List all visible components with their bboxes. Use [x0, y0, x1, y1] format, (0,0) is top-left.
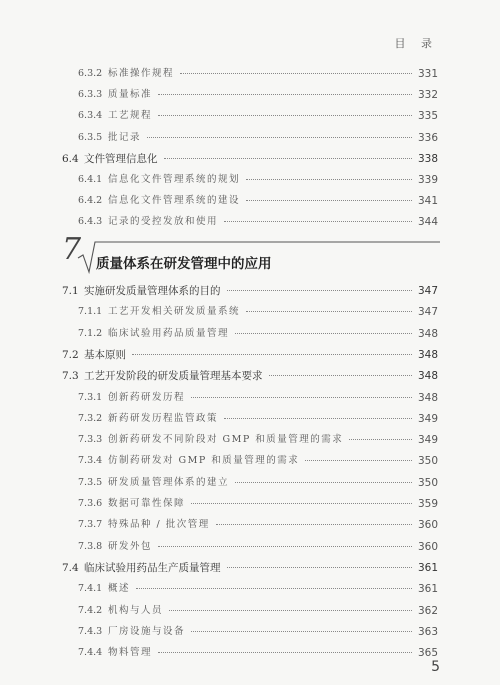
toc-entry: [0, 453, 500, 469]
toc-entry-page: 338: [417, 152, 438, 165]
toc-entry-page: 360: [417, 519, 438, 532]
toc-entry: [0, 432, 500, 448]
toc-entry-number: 7.4.1: [78, 583, 103, 595]
toc-entry-title: 基本原则: [84, 348, 126, 361]
toc-entry-title: 物料管理: [108, 647, 153, 659]
toc-entry-title: 研发外包: [108, 540, 153, 552]
toc-entry-page: 361: [417, 561, 438, 574]
toc-entry-number: 7.2: [62, 348, 79, 361]
toc-entry-title: 创新药研发不同阶段对 GMP 和质量管理的需求: [108, 434, 344, 446]
leader-dots: [235, 333, 412, 334]
toc-entry: [0, 66, 500, 82]
toc-entry-number: 7.4.2: [78, 604, 103, 616]
leader-dots: [158, 94, 412, 95]
toc-entry-title: 信息化文件管理系统的建设: [108, 195, 241, 207]
leader-dots: [158, 652, 412, 653]
toc-entry-number: 6.3.3: [78, 89, 103, 101]
toc-entry-title: 新药研发历程监管政策: [108, 412, 219, 424]
leader-dots: [246, 311, 412, 312]
running-header: 目 录: [394, 37, 438, 50]
toc-entry-page: 332: [417, 89, 438, 102]
toc-entry-number: 7.3.5: [78, 476, 103, 488]
toc-entry-title: 研发质量管理体系的建立: [108, 476, 230, 488]
leader-dots: [158, 546, 412, 547]
leader-dots: [158, 115, 412, 116]
toc-entry-number: 6.4.1: [78, 174, 103, 185]
toc-entry-number: 7.3.3: [78, 434, 103, 446]
toc-entry-page: 348: [417, 370, 438, 383]
toc-entry-title: 数据可靠性保障: [108, 498, 186, 509]
toc-entry: [0, 151, 500, 167]
toc-entry: [0, 172, 500, 188]
toc-entry-number: 7.3.6: [78, 498, 103, 509]
toc-entry-number: 7.4.3: [78, 625, 103, 637]
toc-entry-title: 创新药研发历程: [108, 391, 186, 403]
leader-dots: [147, 137, 412, 138]
toc-entry-title: 信息化文件管理系统的规划: [108, 174, 241, 185]
toc-entry-title: 厂房设施与设备: [108, 625, 186, 637]
toc-entry-number: 6.3.4: [78, 110, 103, 122]
chapter-number: 7: [62, 232, 82, 267]
toc-entry: [0, 214, 500, 230]
toc-entry-page: 350: [417, 455, 438, 468]
toc-entry-title: 标准操作规程: [108, 68, 175, 79]
toc-entry-page: 349: [417, 412, 438, 425]
toc-entry-number: 7.3.4: [78, 455, 103, 467]
leader-dots: [180, 73, 412, 74]
toc-entry-number: 7.3.2: [78, 412, 103, 424]
toc-entry: [0, 108, 500, 124]
toc-entry-number: 7.4: [62, 561, 79, 574]
chapter-title: 质量体系在研发管理中的应用: [96, 256, 272, 272]
toc-entry-page: 331: [417, 68, 438, 80]
toc-entry-number: 7.3.1: [78, 391, 103, 403]
toc-entry-number: 7.4.4: [78, 647, 103, 659]
toc-entry-number: 6.4.2: [78, 195, 103, 207]
toc-entry: [0, 304, 500, 320]
toc-entry-title: 实施研发质量管理体系的目的: [84, 285, 221, 297]
leader-dots: [169, 610, 412, 611]
toc-entry-page: 348: [417, 348, 438, 361]
toc-entry-number: 7.1: [62, 285, 79, 297]
leader-dots: [269, 375, 412, 376]
toc-entry: [0, 87, 500, 103]
toc-entry: [0, 496, 500, 512]
leader-dots: [235, 482, 412, 483]
toc-entry-title: 概述: [108, 583, 131, 595]
leader-dots: [227, 567, 412, 568]
toc-entry: [0, 539, 500, 555]
toc-entry-number: 7.3.7: [78, 519, 103, 531]
leader-dots: [246, 179, 412, 180]
toc-entry-title: 记录的受控发放和使用: [108, 216, 219, 228]
toc-entry: [0, 603, 500, 619]
toc-entry-title: 机构与人员: [108, 604, 164, 616]
toc-entry: [0, 283, 500, 299]
toc-entry-number: 7.3.8: [78, 540, 103, 552]
leader-dots: [246, 200, 412, 201]
toc-entry-number: 7.1.1: [78, 306, 103, 318]
toc-entry-page: 347: [417, 285, 438, 297]
toc-entry-page: 341: [417, 195, 438, 208]
toc-entry-page: 363: [417, 625, 438, 638]
toc-entry: [0, 347, 500, 363]
toc-entry-title: 文件管理信息化: [84, 152, 158, 165]
toc-entry: [0, 411, 500, 427]
toc-entry-page: 344: [417, 216, 438, 229]
toc-entry-title: 仿制药研发对 GMP 和质量管理的需求: [108, 455, 300, 467]
toc-entry-page: 339: [417, 174, 438, 186]
toc-entry: [0, 624, 500, 640]
toc-entry: [0, 390, 500, 406]
toc-entry-page: 348: [417, 391, 438, 404]
toc-entry-number: 6.4.3: [78, 216, 103, 228]
toc-entry-number: 7.3: [62, 370, 79, 383]
toc-entry: [0, 326, 500, 342]
leader-dots: [227, 290, 412, 291]
toc-entry: [0, 560, 500, 576]
toc-entry-page: 349: [417, 434, 438, 447]
toc-entry-number: 6.4: [62, 152, 79, 165]
leader-dots: [216, 524, 412, 525]
toc-entry-title: 临床试验用药品质量管理: [108, 327, 230, 339]
toc-entry-title: 批记录: [108, 131, 142, 143]
toc-entry-title: 质量标准: [108, 89, 153, 101]
leader-dots: [136, 588, 412, 589]
toc-entry: [0, 130, 500, 146]
toc-entry: [0, 645, 500, 661]
toc-entry-page: 336: [417, 131, 438, 144]
toc-entry-title: 工艺规程: [108, 110, 153, 122]
toc-entry: [0, 368, 500, 384]
toc-entry-number: 6.3.2: [78, 68, 103, 79]
toc-entry-page: 365: [417, 647, 438, 660]
toc-entry-page: 350: [417, 476, 438, 489]
leader-dots: [132, 354, 412, 355]
leader-dots: [164, 158, 412, 159]
toc-entry-number: 6.3.5: [78, 131, 103, 143]
toc-entry: [0, 193, 500, 209]
toc-entry-page: 347: [417, 306, 438, 319]
leader-dots: [191, 397, 412, 398]
leader-dots: [191, 503, 412, 504]
toc-entry-page: 335: [417, 110, 438, 123]
chapter-heading: [62, 232, 442, 276]
toc-entry-title: 工艺开发阶段的研发质量管理基本要求: [84, 370, 263, 383]
toc-entry-number: 7.1.2: [78, 327, 103, 339]
toc-entry-page: 359: [417, 498, 438, 510]
leader-dots: [224, 418, 412, 419]
toc-entry-page: 348: [417, 327, 438, 340]
toc-entry-page: 362: [417, 604, 438, 617]
toc-entry: [0, 581, 500, 597]
toc-entry-page: 360: [417, 540, 438, 553]
toc-entry-title: 临床试验用药品生产质量管理: [84, 561, 221, 574]
page-number: 5: [431, 659, 440, 675]
leader-dots: [224, 221, 412, 222]
toc-entry-page: 361: [417, 583, 438, 596]
toc-entry-title: 工艺开发相关研发质量系统: [108, 306, 241, 318]
toc-entry: [0, 475, 500, 491]
toc-entry: [0, 517, 500, 533]
leader-dots: [305, 460, 412, 461]
toc-entry-title: 特殊品种 / 批次管理: [108, 519, 210, 531]
leader-dots: [191, 631, 412, 632]
leader-dots: [349, 439, 412, 440]
